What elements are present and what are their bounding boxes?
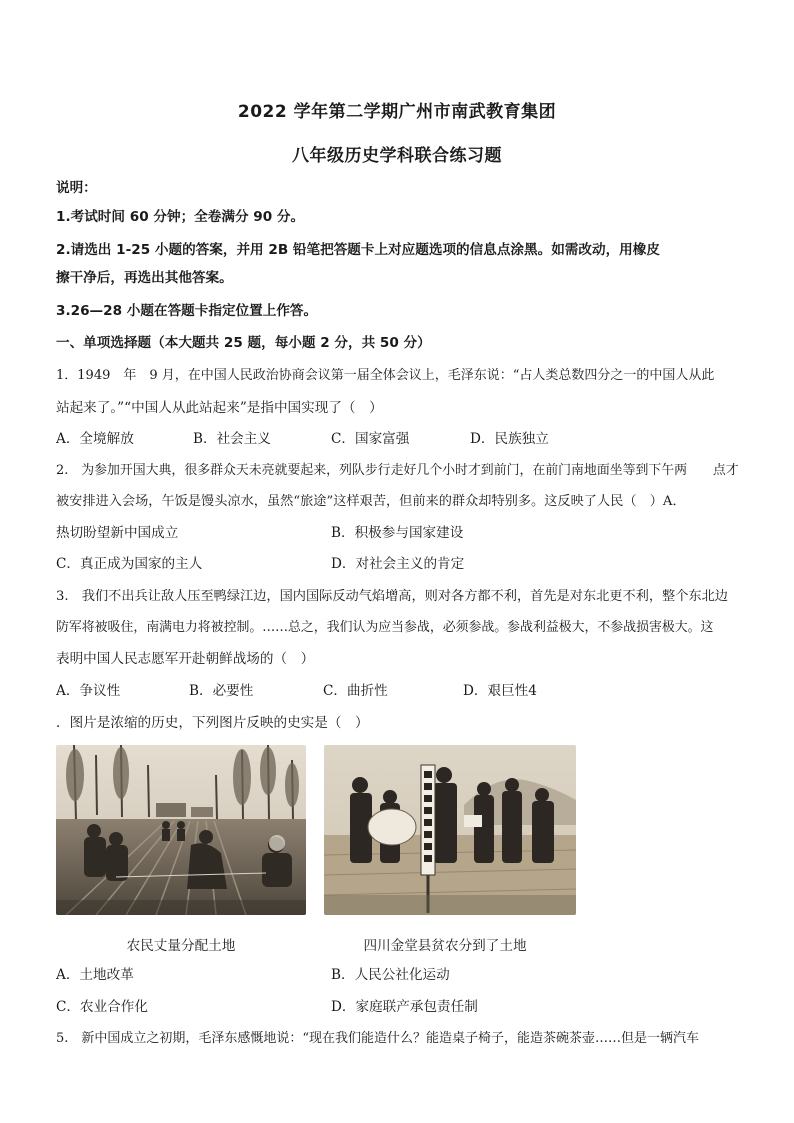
question-4-option-c: C．农业合作化 <box>56 999 148 1015</box>
instruction-item-2-line-2: 擦干净后，再选出其他答案。 <box>56 270 233 286</box>
question-1-option-b: B．社会主义 <box>193 431 271 447</box>
question-2-line-2: 被安排进入会场，午饭是馒头凉水，虽然“旅途”这样艰苦，但前来的群众却特别多。这反映了人民（ ）A． <box>56 494 686 509</box>
question-3-option-b: B．必要性 <box>189 683 254 699</box>
question-4-stem: ．图片是浓缩的历史，下列图片反映的史实是（ ） <box>56 715 369 731</box>
question-1-line-1: 1．1949 年 9 月，在中国人民政治协商会议第一届全体会议上，毛泽东说：“占人类总数四分之一的中国人从此 <box>56 368 715 383</box>
instructions-heading: 说明： <box>56 180 97 196</box>
question-4-option-d: D．家庭联产承包责任制 <box>331 999 478 1015</box>
question-2-option-d: D．对社会主义的肯定 <box>331 556 465 572</box>
question-5-line-1: 5. 新中国成立之初期，毛泽东感慨地说：“现在我们能造什么？能造桌子椅子，能造茶碗茶壶……但是一辆汽车 <box>56 1031 700 1046</box>
question-3-option-d: D．艰巨性4 <box>463 683 537 699</box>
question-1-option-d: D．民族独立 <box>470 431 549 447</box>
section-heading: 一、单项选择题（本大题共 25 题，每小题 2 分，共 50 分） <box>56 335 431 351</box>
question-4-option-b: B．人民公社化运动 <box>331 967 450 983</box>
question-2-option-a: 热切盼望新中国成立 <box>56 525 179 541</box>
question-4-option-a: A．土地改革 <box>56 967 134 983</box>
right-photo-caption: 四川金堂县贫农分到了土地 <box>363 938 527 954</box>
left-photo-caption: 农民丈量分配土地 <box>126 938 236 954</box>
question-1-line-2: 站起来了。”“中国人从此站起来”是指中国实现了（ ） <box>56 400 383 416</box>
question-3-line-2: 防军将被吸住，南满电力将被控制。……总之，我们认为应当参战，必须参战。参战利益极大，不参战损害极大。这 <box>56 620 714 635</box>
land-measuring-photo <box>56 745 306 915</box>
question-3-line-3: 表明中国人民志愿军开赴朝鲜战场的（ ） <box>56 651 315 667</box>
question-3-option-a: A．争议性 <box>56 683 121 699</box>
question-1-option-a: A．全境解放 <box>56 431 134 447</box>
land-distribution-photo <box>324 745 576 915</box>
instruction-item-3: 3.26—28 小题在答题卡指定位置上作答。 <box>56 303 318 319</box>
question-1-option-c: C．国家富强 <box>331 431 410 447</box>
exam-title: 2022 学年第二学期广州市南武教育集团 <box>237 102 557 122</box>
exam-subtitle: 八年级历史学科联合练习题 <box>292 146 502 166</box>
question-2-line-1: 2. 为参加开国大典，很多群众天未亮就要起来，列队步行走好几个小时才到前门，在前门南地面坐等到下午两 点才 <box>56 463 739 478</box>
question-2-option-b: B．积极参与国家建设 <box>331 525 464 541</box>
question-3-line-1: 3. 我们不出兵让敌人压至鸭绿江边，国内国际反动气焰增高，则对各方都不利，首先是对东北更不利，整个东北边 <box>56 589 728 604</box>
instruction-item-2-line-1: 2.请选出 1-25 小题的答案，并用 2B 铅笔把答题卡上对应题选项的信息点涂黑。如需改动，用橡皮 <box>56 242 660 258</box>
instruction-item-1: 1.考试时间 60 分钟；全卷满分 90 分。 <box>56 209 305 225</box>
question-3-option-c: C．曲折性 <box>323 683 388 699</box>
question-2-option-c: C．真正成为国家的主人 <box>56 556 203 572</box>
